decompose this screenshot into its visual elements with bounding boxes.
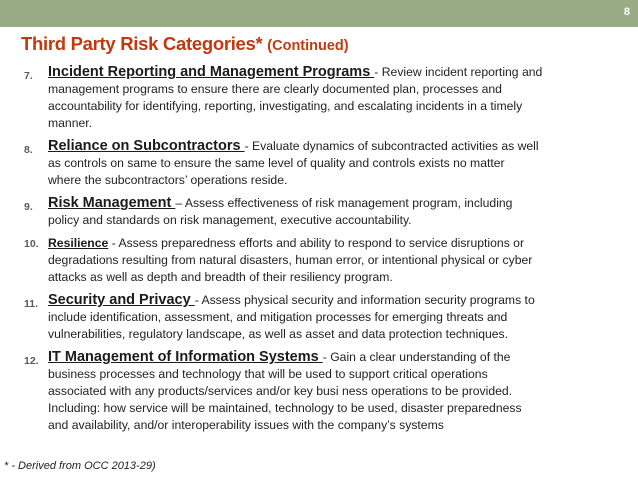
item-heading: Resilience (48, 236, 109, 250)
item-text-line: attacks as well as depth and breadth of their resiliency program. (48, 270, 393, 284)
list-item (24, 138, 624, 189)
item-text-line (48, 235, 624, 252)
slide-title (21, 33, 349, 55)
item-number: 12. (24, 355, 39, 367)
item-text-line: vulnerabilities, regulatory landscape, as well as asset and data protection techniques. (48, 327, 509, 341)
list-item (24, 195, 624, 229)
item-text-line: as controls on same to ensure the same level of quality and controls exists no matter (48, 156, 505, 170)
item-text-line: Including: how service will be maintained, technology to be used, disaster preparedness (48, 401, 522, 415)
item-text-line: degradations resulting from natural disasters, human error, or intentional physical or cyber (48, 253, 533, 267)
item-heading: Reliance on Subcontractors (48, 138, 245, 154)
page-number: 8 (623, 6, 630, 18)
item-text: – Assess effectiveness of risk management program, including (175, 196, 513, 210)
item-text-line (48, 195, 624, 212)
item-text-line (48, 349, 624, 366)
list-item (24, 292, 624, 343)
item-heading: Security and Privacy (48, 292, 195, 308)
item-number: 11. (24, 298, 39, 310)
item-text: - Evaluate dynamics of subcontracted activities as well (244, 139, 539, 153)
item-text-line: and availability, and/or interoperability issues with the company’s systems (48, 418, 444, 432)
risk-category-list (24, 64, 624, 440)
item-text-line (48, 292, 624, 309)
item-number: 9. (24, 201, 33, 213)
item-number: 10. (24, 238, 39, 250)
list-item (24, 235, 624, 286)
item-text-line: management programs to ensure there are clearly documented plan, processes and (48, 82, 502, 96)
item-text: - Review incident reporting and (374, 65, 543, 79)
item-heading: Risk Management (48, 195, 176, 211)
slide-title-sub: (Continued) (267, 38, 349, 54)
item-heading: IT Management of Information Systems (48, 349, 323, 365)
top-bar (0, 0, 638, 27)
item-text-line: include identification, assessment, and mitigation processes for emerging threats and (48, 310, 508, 324)
footnote: * - Derived from OCC 2013-29) (4, 460, 156, 472)
item-number: 7. (24, 70, 33, 82)
item-text-line: accountability for identifying, reporting, investigating, and escalating incidents in a timely (48, 99, 523, 113)
item-text: - Assess preparedness efforts and ability to respond to service disruptions or (108, 236, 525, 250)
item-text-line (48, 64, 624, 81)
list-item (24, 64, 624, 132)
item-text-line: associated with any products/services and/or key busi ness operations to be provided. (48, 384, 513, 398)
item-text-line: where the subcontractors’ operations reside. (48, 173, 288, 187)
item-text: - Assess physical security and information security programs to (194, 293, 535, 307)
item-text-line: manner. (48, 116, 93, 130)
item-number: 8. (24, 144, 33, 156)
item-text: - Gain a clear understanding of the (322, 350, 511, 364)
item-heading: Incident Reporting and Management Programs (48, 64, 375, 80)
slide-title-main: Third Party Risk Categories* (21, 33, 263, 54)
item-text-line: policy and standards on risk management, executive accountability. (48, 213, 412, 227)
item-text-line: business processes and technology that will be used to support critical operations (48, 367, 488, 381)
item-text-line (48, 138, 624, 155)
list-item (24, 349, 624, 434)
